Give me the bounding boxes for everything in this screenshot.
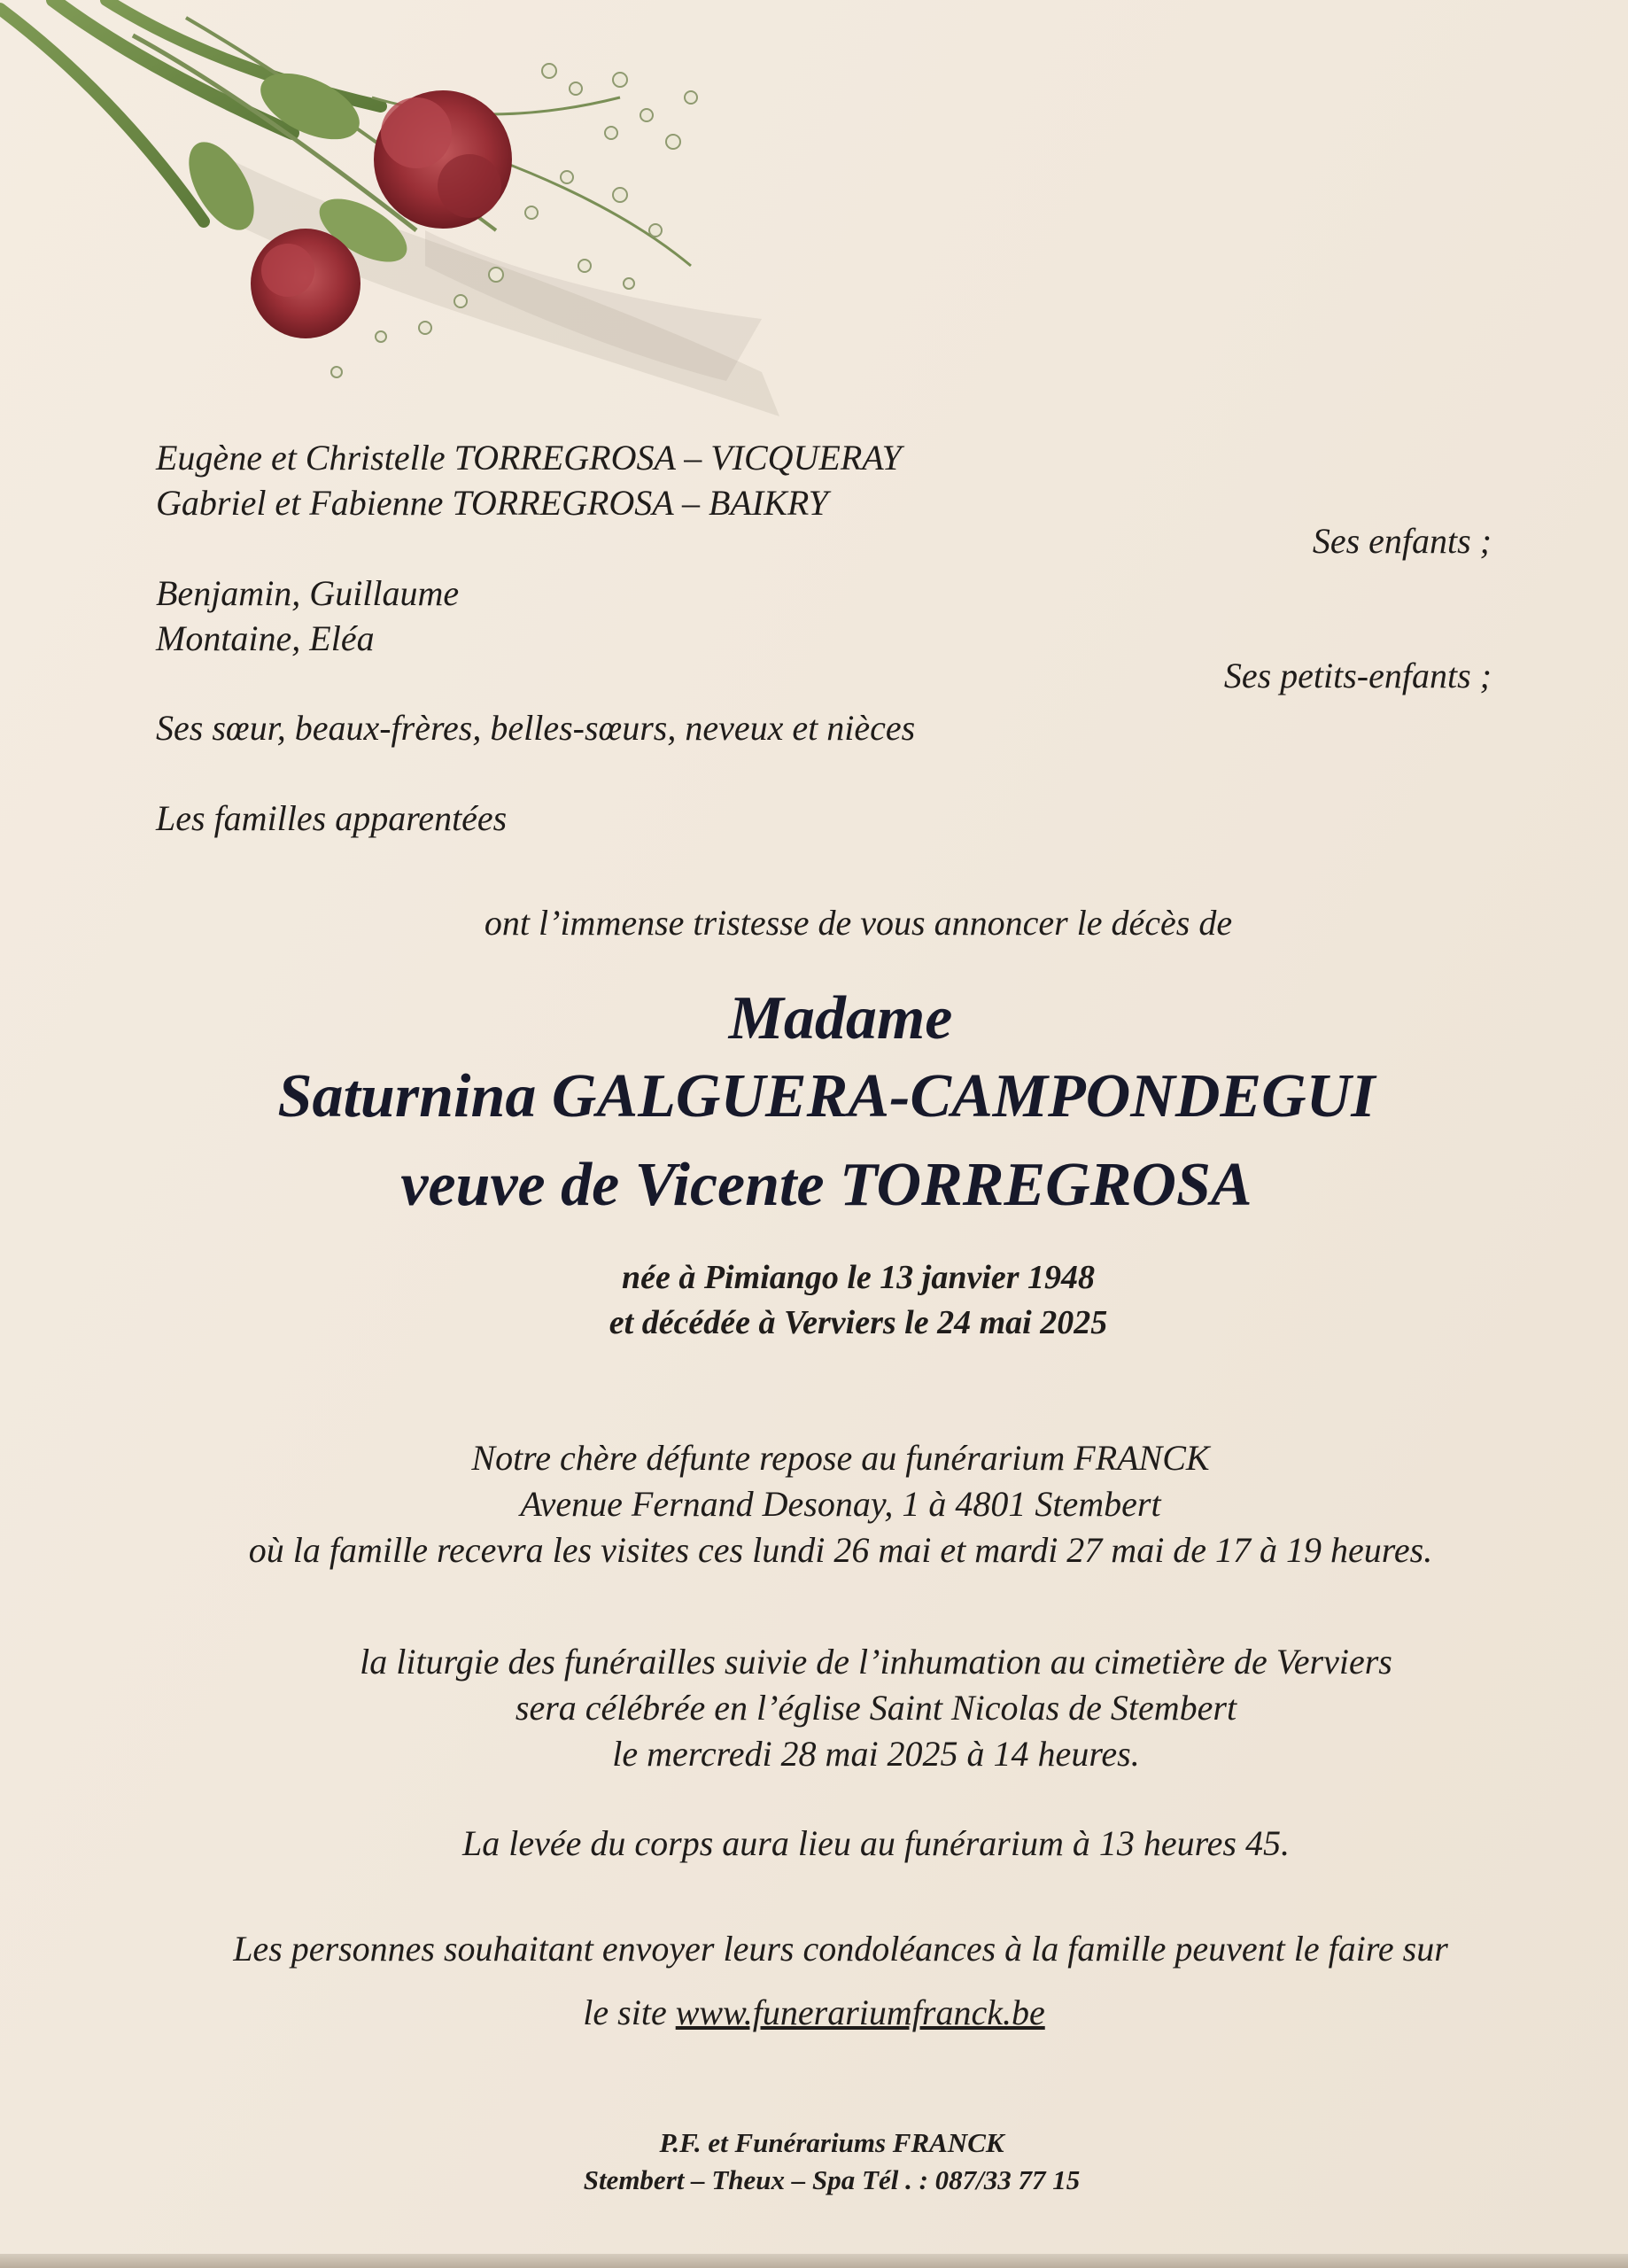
death-line: et décédée à Verviers le 24 mai 2025 xyxy=(609,1304,1108,1341)
condolences-line: Les personnes souhaitant envoyer leurs condoléances à la famille peuvent le faire sur xyxy=(233,1929,1448,1969)
footer-company: P.F. et Funérariums FRANCK xyxy=(659,2127,1004,2158)
levee-line: La levée du corps aura lieu au funérarium à 13 heures 45. xyxy=(462,1823,1290,1863)
flower-bouquet-illustration xyxy=(0,0,797,425)
children-label: Ses enfants ; xyxy=(1312,521,1492,561)
family-children-line: Gabriel et Fabienne TORREGROSA – BAIKRY xyxy=(156,483,828,523)
funeral-line: le mercredi 28 mai 2025 à 14 heures. xyxy=(612,1734,1140,1774)
deceased-name: Saturnina GALGUERA-CAMPONDEGUI xyxy=(277,1062,1376,1130)
family-children-line: Eugène et Christelle TORREGROSA – VICQUERAY xyxy=(156,438,902,478)
footer-contact: Stembert – Theux – Spa Tél . : 087/33 77 15 xyxy=(583,2164,1081,2195)
visitation-line: où la famille recevra les visites ces lundi 26 mai et mardi 27 mai de 17 à 19 heures. xyxy=(248,1530,1433,1570)
condolences-site-prefix: le site xyxy=(583,1992,676,2032)
birth-line: née à Pimiango le 13 janvier 1948 xyxy=(621,1259,1096,1296)
siblings-line: Ses sœur, beaux-frères, belles-sœurs, neveux et nièces xyxy=(156,708,916,748)
deceased-title: Madame xyxy=(728,984,953,1052)
page-bottom-edge xyxy=(0,2254,1628,2268)
condolences-site-line xyxy=(0,1990,1628,2036)
visitation-line: Notre chère défunte repose au funérarium FRANCK xyxy=(471,1438,1210,1478)
funeral-line: la liturgie des funérailles suivie de l’inhumation au cimetière de Verviers xyxy=(360,1642,1392,1682)
grandchildren-line: Montaine, Eléa xyxy=(156,618,375,658)
announcement-text: ont l’immense tristesse de vous annoncer le décès de xyxy=(484,903,1233,943)
funerarium-website-link[interactable]: www.funerariumfranck.be xyxy=(675,1992,1045,2032)
grandchildren-line: Benjamin, Guillaume xyxy=(156,573,460,613)
grandchildren-label: Ses petits-enfants ; xyxy=(1223,656,1492,695)
funeral-line: sera célébrée en l’église Saint Nicolas de Stembert xyxy=(515,1688,1237,1728)
visitation-line: Avenue Fernand Desonay, 1 à 4801 Stembert xyxy=(520,1484,1161,1524)
related-families-line: Les familles apparentées xyxy=(156,798,508,838)
deceased-widow-of: veuve de Vicente TORREGROSA xyxy=(400,1151,1252,1219)
